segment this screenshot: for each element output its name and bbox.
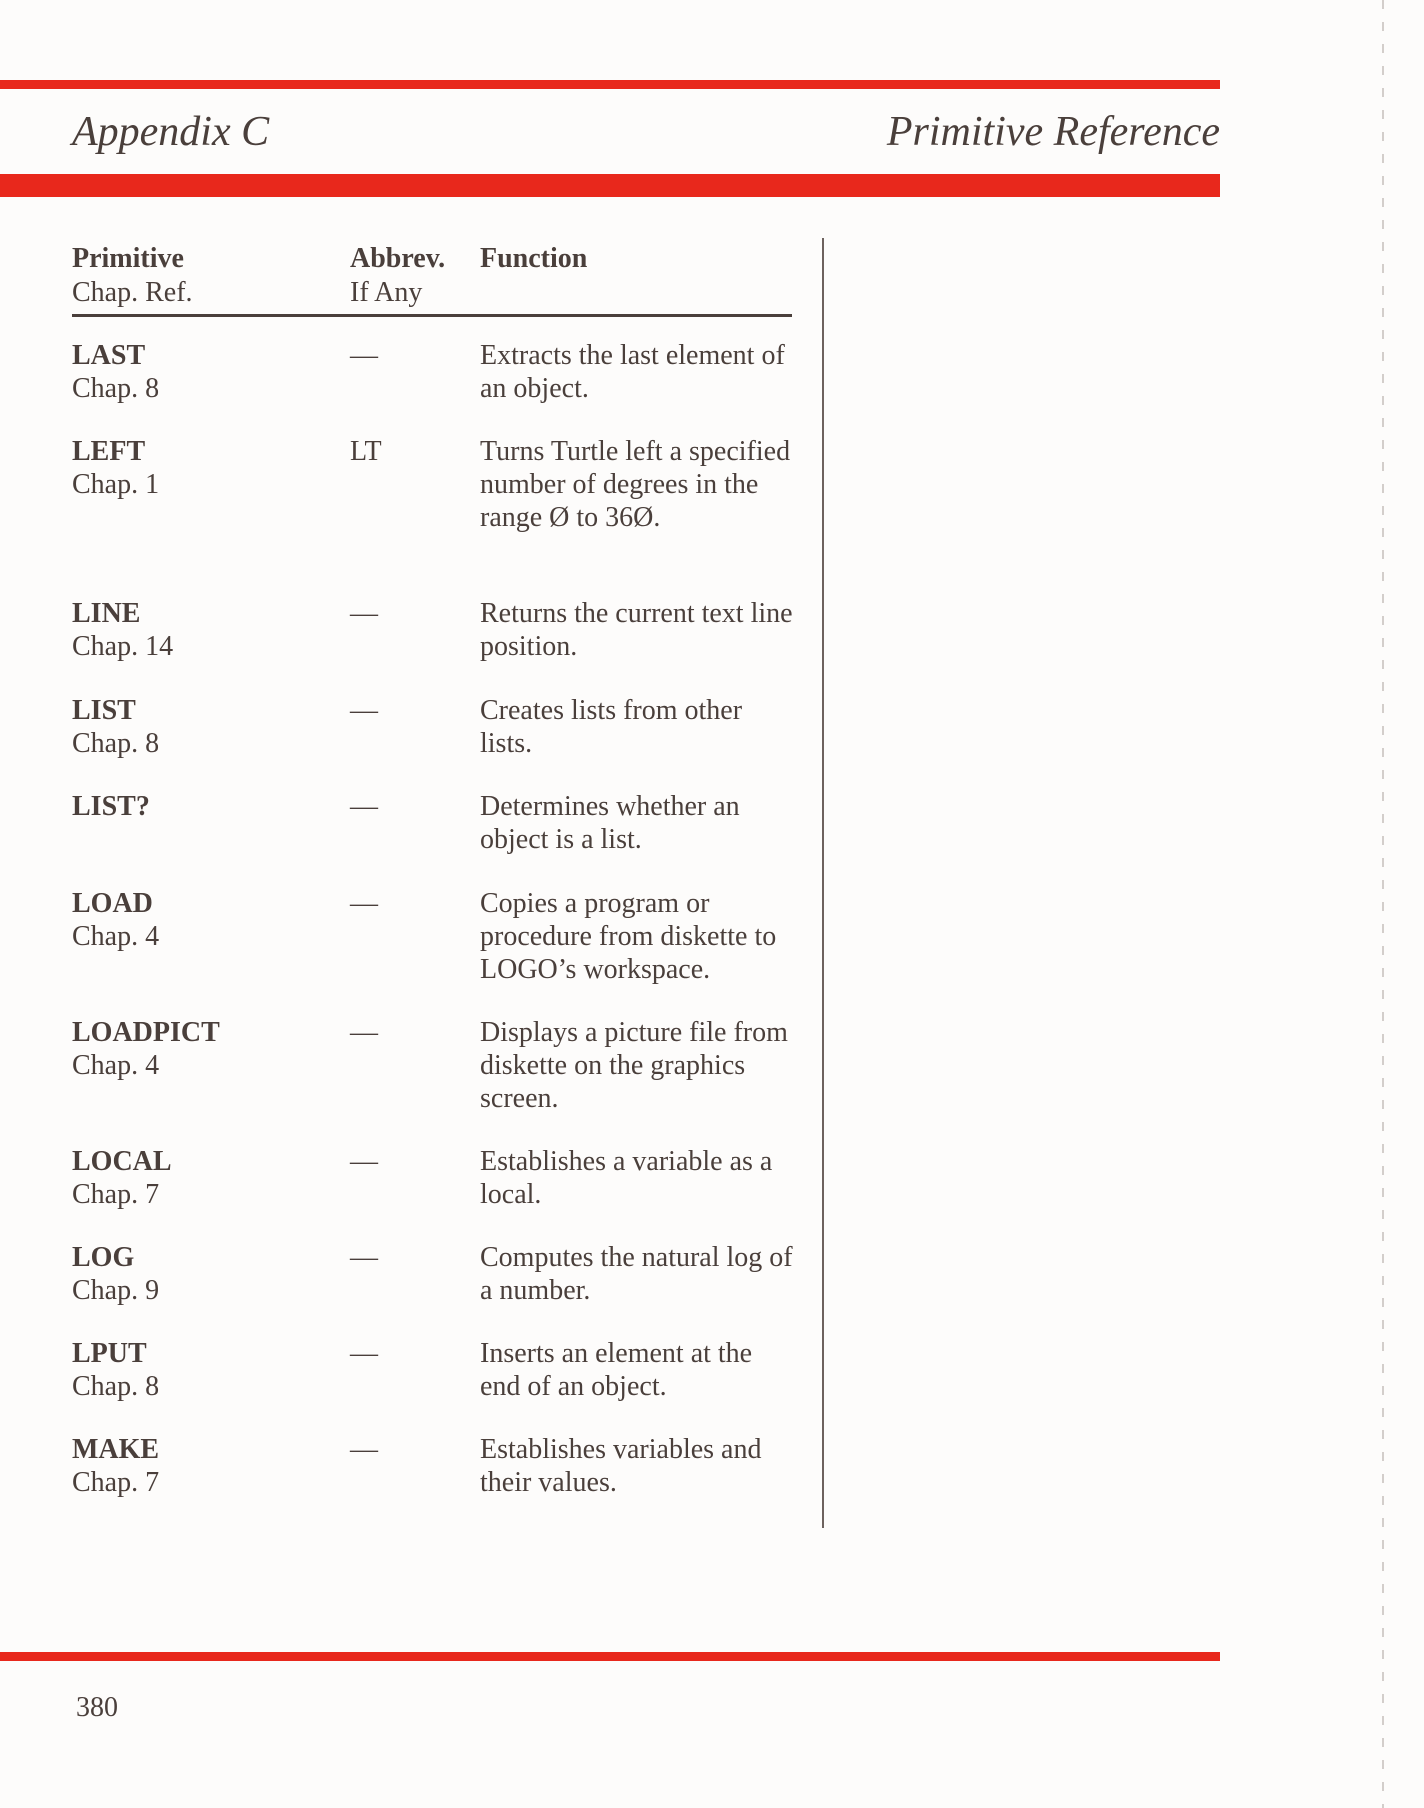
header-function-label: Function	[480, 243, 588, 274]
abbreviation: —	[350, 340, 378, 371]
abbreviation: —	[350, 791, 378, 822]
function-description: Turns Turtle left a specified number of degrees in the range Ø to 36Ø.	[480, 436, 791, 533]
running-head-section: Primitive Reference	[886, 109, 1220, 155]
header-primitive-label: Primitive	[72, 243, 184, 274]
bottom-red-rule	[0, 1652, 1220, 1661]
primitive-name: LINE	[72, 598, 141, 629]
chapter-ref: Chap. 8	[72, 728, 160, 759]
function-description: Returns the current text line position.	[480, 598, 793, 662]
chapter-ref: Chap. 14	[72, 631, 174, 662]
header-chap-ref-label: Chap. Ref.	[72, 277, 193, 308]
chapter-ref: Chap. 1	[72, 469, 160, 500]
chapter-ref: Chap. 4	[72, 921, 160, 952]
abbreviation: —	[350, 1017, 378, 1048]
primitive-name: LPUT	[72, 1338, 147, 1369]
primitive-name: LOADPICT	[72, 1017, 220, 1048]
abbreviation: —	[350, 695, 378, 726]
abbreviation: —	[350, 598, 378, 629]
primitive-reference-table	[72, 242, 793, 1498]
primitive-name: LOCAL	[72, 1146, 172, 1177]
header-abbrev-label: Abbrev.	[350, 243, 446, 274]
page-number: 380	[76, 1692, 118, 1723]
function-description: Extracts the last element of an object.	[480, 340, 785, 404]
abbreviation: LT	[350, 436, 382, 467]
function-description: Computes the natural log of a number.	[480, 1242, 793, 1306]
chapter-ref: Chap. 9	[72, 1275, 160, 1306]
running-head-appendix: Appendix C	[72, 109, 270, 155]
function-description: Establishes a variable as a local.	[480, 1146, 773, 1210]
column-divider	[822, 238, 824, 1528]
chapter-ref: Chap. 4	[72, 1050, 160, 1081]
abbreviation: —	[350, 1434, 378, 1465]
function-description: Creates lists from other lists.	[480, 695, 743, 759]
abbreviation: —	[350, 1242, 378, 1273]
primitive-name: LIST	[72, 695, 136, 726]
function-description: Determines whether an object is a list.	[480, 791, 740, 855]
primitive-name: LAST	[72, 340, 146, 371]
primitive-name: LOAD	[72, 888, 153, 919]
abbreviation: —	[350, 1146, 378, 1177]
chapter-ref: Chap. 8	[72, 373, 160, 404]
function-description: Establishes variables and their values.	[480, 1434, 762, 1498]
abbreviation: —	[350, 1338, 378, 1369]
chapter-ref: Chap. 7	[72, 1179, 160, 1210]
primitive-name: MAKE	[72, 1434, 160, 1465]
chapter-ref: Chap. 7	[72, 1467, 160, 1498]
primitive-name: LOG	[72, 1242, 135, 1273]
top-red-rule	[0, 80, 1220, 89]
page-edge-dots	[1382, 0, 1384, 1808]
abbreviation: —	[350, 888, 378, 919]
primitive-name: LIST?	[72, 791, 150, 822]
function-description: Displays a picture file from diskette on the graphics screen.	[480, 1017, 788, 1114]
function-description: Inserts an element at the end of an object.	[480, 1338, 753, 1402]
function-description: Copies a program or procedure from diskette to LOGO’s workspace.	[480, 888, 777, 985]
primitive-name: LEFT	[72, 436, 146, 467]
header-if-any-label: If Any	[350, 277, 423, 308]
table-header	[72, 242, 792, 317]
chapter-ref: Chap. 8	[72, 1371, 160, 1402]
header-red-band	[0, 174, 1220, 197]
